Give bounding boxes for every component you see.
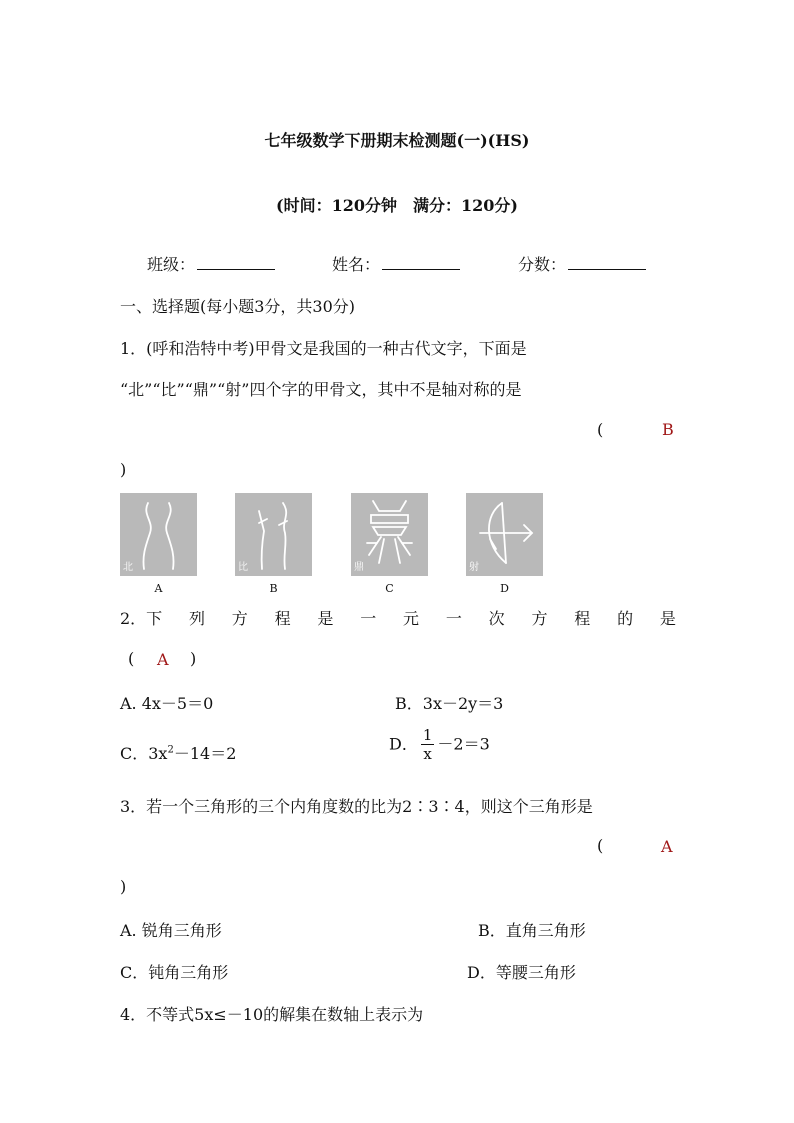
q3-option-b: B．直角三角形 — [478, 921, 586, 940]
score-label: 分数： — [518, 255, 567, 274]
q2-stem-chars: 2．下 列 方 程 是 一 元 一 次 方 程 的 是 — [120, 609, 676, 628]
q2-close-paren: ) — [190, 649, 197, 668]
score-blank — [568, 255, 646, 270]
q1-answer: B — [662, 420, 674, 439]
oracle-caption-a: 北 — [123, 562, 133, 573]
q1-line1 — [120, 336, 674, 359]
score-field — [518, 252, 646, 275]
option-letter-d: D — [500, 582, 509, 595]
oracle-image-bei — [120, 493, 197, 576]
option-letter-a: A — [154, 582, 163, 595]
q3-answer: A — [661, 837, 673, 856]
oracle-caption-c: 鼎 — [354, 562, 364, 573]
option-letter-c: C — [385, 582, 394, 595]
oracle-caption-b: 比 — [238, 562, 248, 573]
q1-open-paren: ( — [597, 420, 604, 439]
oracle-image-ding — [351, 493, 428, 576]
q3-option-d: D．等腰三角形 — [467, 963, 576, 982]
q3-stem: 3．若一个三角形的三个内角度数的比为2∶3∶4，则这个三角形是 — [120, 797, 593, 816]
fraction-one-over-x: $\frac{1}{x}$ — [422, 726, 433, 763]
q2-open-paren: ( — [128, 649, 135, 668]
class-blank — [197, 255, 275, 270]
q1-line1-text: 1．(呼和浩特中考)甲骨文是我国的一种古代文字，下面是 — [120, 339, 527, 358]
q2-option-d: D． $\frac{1}{x}$ －2＝3 — [389, 726, 490, 763]
q2-option-c: C．$3x^2-14=2$ — [120, 744, 237, 763]
page-title: 七年级数学下册期末检测题(一)(HS) — [264, 131, 530, 150]
q2-answer: A — [157, 650, 169, 669]
q2-stem — [120, 606, 676, 629]
oracle-image-she — [466, 493, 543, 576]
name-field — [332, 252, 460, 275]
q1-line2: “北”“比”“鼎”“射”四个字的甲骨文，其中不是轴对称的是 — [120, 380, 522, 399]
exam-time-score: (时间：120分钟 满分：120分) — [276, 196, 518, 215]
oracle-image-bi — [235, 493, 312, 576]
name-label: 姓名： — [332, 255, 381, 274]
q4-stem: 4．不等式5x≤－10的解集在数轴上表示为 — [120, 1005, 424, 1024]
option-letter-b: B — [269, 582, 278, 595]
q1-close-paren: ) — [120, 460, 127, 479]
section-heading: 一、选择题(每小题3分，共30分) — [120, 297, 356, 316]
q3-open-paren: ( — [597, 836, 604, 855]
q2-option-a: A. 4x－5＝0 — [120, 694, 214, 713]
q3-option-c: C．钝角三角形 — [120, 963, 229, 982]
name-blank — [382, 255, 460, 270]
q2-option-b: B．3x－2y＝3 — [395, 694, 504, 713]
q3-option-a: A. 锐角三角形 — [120, 921, 222, 940]
class-field — [147, 252, 275, 275]
oracle-caption-d: 射 — [469, 562, 479, 573]
class-label: 班级： — [147, 255, 196, 274]
q3-close-paren: ) — [120, 877, 127, 896]
